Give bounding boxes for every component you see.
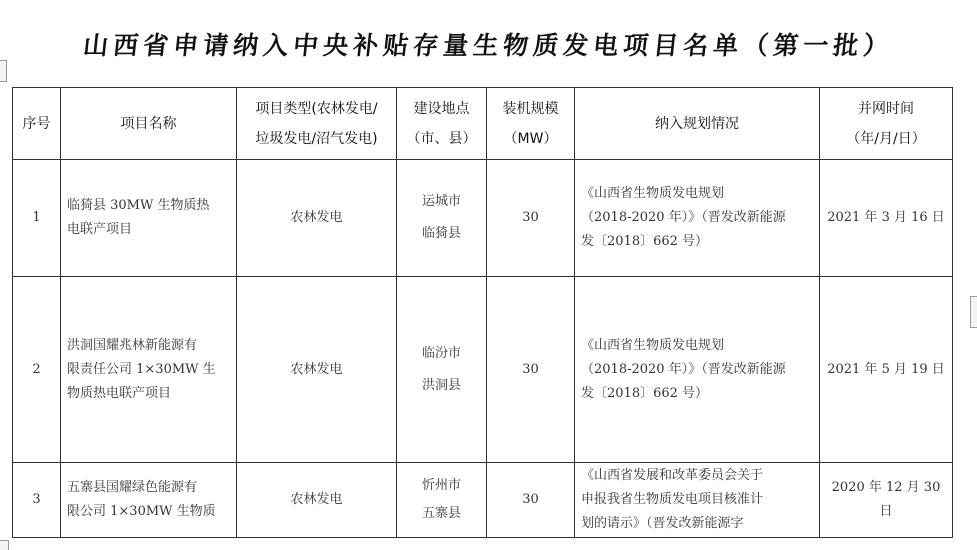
cell-seq: 2 xyxy=(13,277,61,463)
cell-project-type: 农林发电 xyxy=(237,463,397,538)
document-title: 山西省申请纳入中央补贴存量生物质发电项目名单（第一批） xyxy=(81,31,895,60)
cell-project-name: 洪洞国耀兆林新能源有 限责任公司 1×30MW 生 物质热电联产项目 xyxy=(61,277,237,463)
cell-location: 运城市 临猗县 xyxy=(397,160,487,277)
header-planning: 纳入规划情况 xyxy=(575,88,820,160)
table-row xyxy=(13,160,953,277)
projects-table xyxy=(12,87,953,538)
left-margin-handle[interactable] xyxy=(0,60,7,82)
cell-capacity: 30 xyxy=(487,277,575,463)
cell-planning: 《山西省生物质发电规划 （2018-2020 年）》（晋发改新能源 发〔2018〕662 号） xyxy=(575,277,820,463)
header-location: 建设地点 （市、县） xyxy=(397,88,487,160)
right-margin-handle[interactable] xyxy=(970,296,977,328)
cell-grid-date: 2021 年 5 月 19 日 xyxy=(820,277,953,463)
cell-planning: 《山西省发展和改革委员会关于 申报我省生物质发电项目核准计 划的请示》（晋发改新能源字 xyxy=(575,463,820,538)
cell-seq: 1 xyxy=(13,160,61,277)
cell-project-name: 临猗县 30MW 生物质热 电联产项目 xyxy=(61,160,237,277)
table-row xyxy=(13,463,953,538)
cell-grid-date: 2021 年 3 月 16 日 xyxy=(820,160,953,277)
header-grid-date: 并网时间 （年/月/日） xyxy=(820,88,953,160)
header-seq: 序号 xyxy=(13,88,61,160)
cell-capacity: 30 xyxy=(487,463,575,538)
cell-seq: 3 xyxy=(13,463,61,538)
cell-capacity: 30 xyxy=(487,160,575,277)
cell-grid-date: 2020 年 12 月 30 日 xyxy=(820,463,953,538)
header-project-name: 项目名称 xyxy=(61,88,237,160)
table-row xyxy=(13,277,953,463)
header-project-type: 项目类型(农林发电/ 垃圾发电/沼气发电) xyxy=(237,88,397,160)
cell-location: 忻州市 五寨县 xyxy=(397,463,487,538)
cell-project-name: 五寨县国耀绿色能源有 限公司 1×30MW 生物质 xyxy=(61,463,237,538)
bottom-margin-handle[interactable] xyxy=(0,540,9,550)
cell-project-type: 农林发电 xyxy=(237,277,397,463)
header-row xyxy=(13,88,953,160)
cell-location: 临汾市 洪洞县 xyxy=(397,277,487,463)
cell-planning: 《山西省生物质发电规划 （2018-2020 年）》（晋发改新能源 发〔2018〕662 号） xyxy=(575,160,820,277)
cell-project-type: 农林发电 xyxy=(237,160,397,277)
header-capacity: 装机规模 （MW） xyxy=(487,88,575,160)
